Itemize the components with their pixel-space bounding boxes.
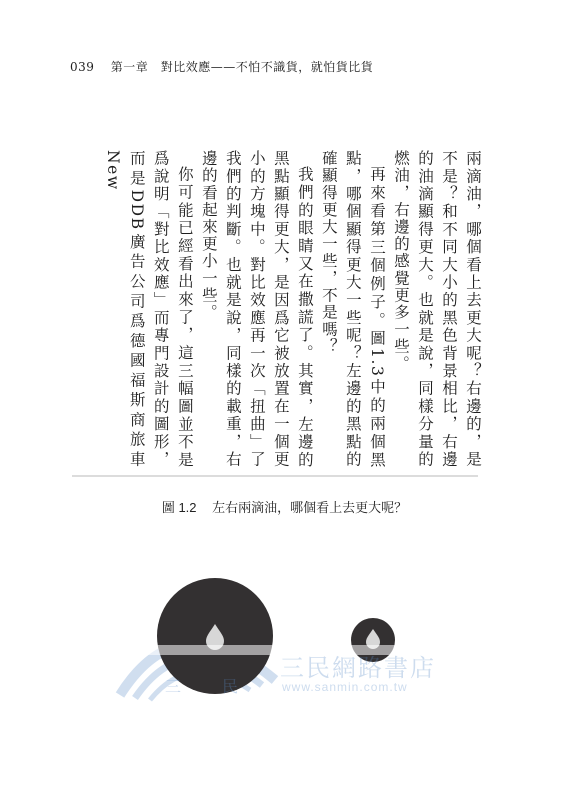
figure-caption [0,497,569,516]
chapter-title: 第一章 對比效應——不怕不識貨，就怕貨比貨 [110,60,374,74]
paragraph-3: 我們的眼睛又在撒謊了。其實，左邊的黑點顯得更大，是因爲它被放置在一個更小的方塊中。對比效應再一次「扭曲」了我們的判斷。也就是說，同樣的載重，右邊的看起來更小一些。 [199,150,314,468]
page-number: 039 [70,60,95,74]
watermark-logo-char-right: 民 [222,677,239,696]
running-header [70,58,373,75]
watermark-name: 三民網路書店 [280,654,436,682]
section-divider [72,475,478,477]
paragraph-1: 兩滴油，哪個看上去更大呢？右邊的，是不是？和不同大小的黑色背景相比，右邊的油滴顯得更大。也就是說，同樣分量的燃油，右邊的感覺更多一些。 [391,150,482,468]
paragraph-2: 再來看第三個例子。圖1.3中的兩個黑點，哪個顯得更大一些呢？左邊的黑點的確顯得更大一些，不是嗎？ [319,150,386,468]
figure-caption-text: 左右兩滴油，哪個看上去更大呢？ [212,500,408,515]
paragraph-4: 你可能已經看出來了，這三幅圖並不是爲說明「對比效應」而專門設計的圖形，而是DDB廣告公司爲德國福斯商旅車New [103,150,194,468]
figure-label: 圖 1.2 [161,500,197,515]
body-text [65,150,485,468]
watermark-logo-char-left: 三 [165,677,182,696]
watermark-url: www.sanmin.com.tw [282,680,408,694]
